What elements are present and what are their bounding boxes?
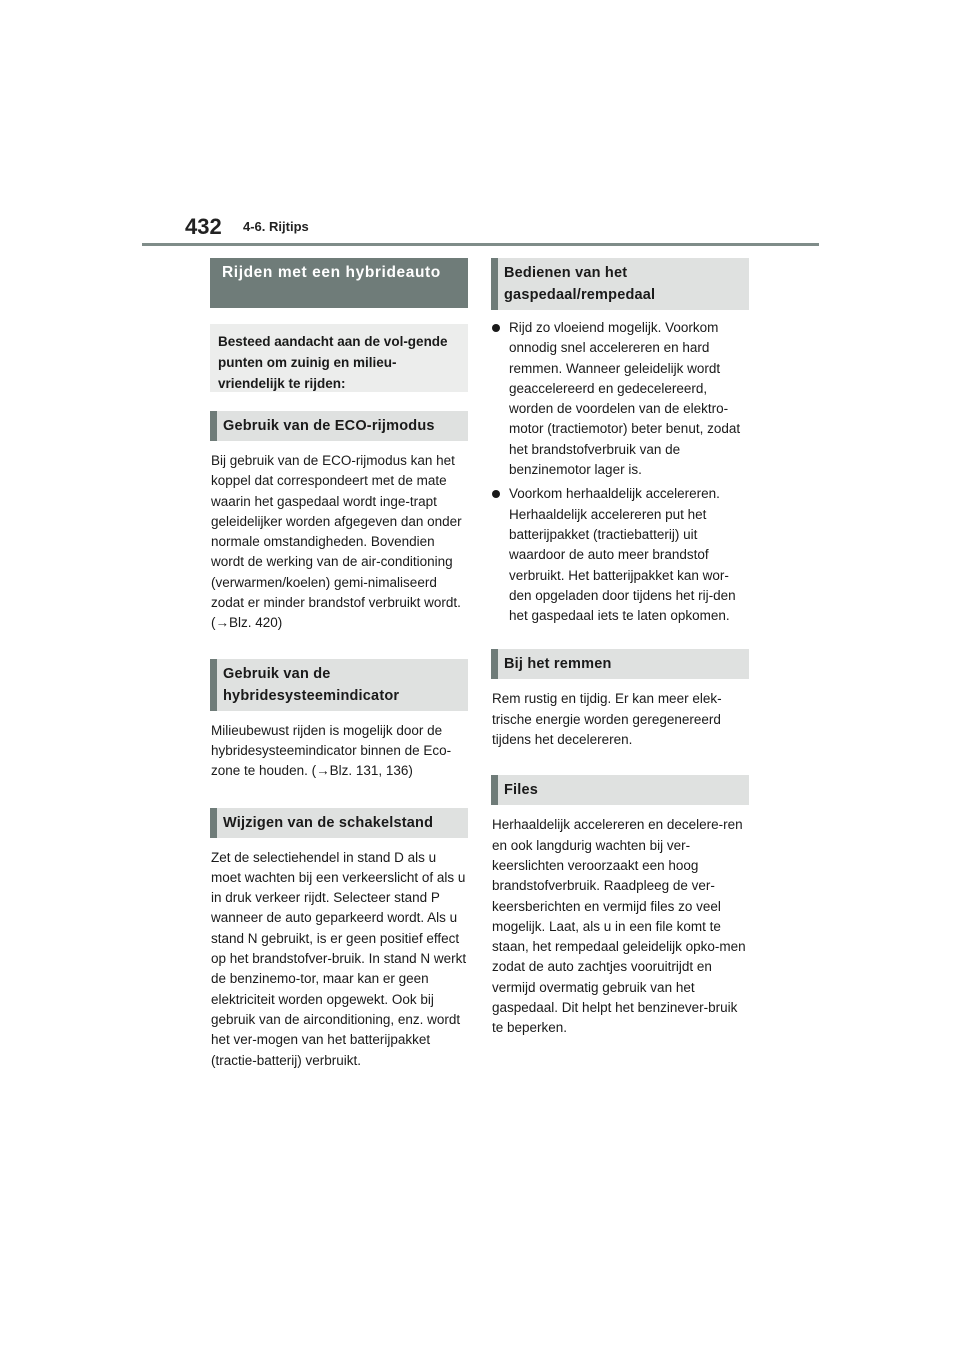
list-item (491, 318, 749, 480)
heading-hybrid-indicator: Gebruik van de hybridesysteemindicator (210, 659, 468, 711)
bullet-icon (492, 324, 500, 332)
bullet-icon (492, 490, 500, 498)
list-item (491, 484, 749, 626)
page-number: 432 (185, 214, 222, 239)
paragraph-traffic-jams: Herhaaldelijk accelereren en decelere-ren en ook langdurig wachten bij ver-keerslichten veroorzaakt een hoog brandstofverbruik. Raadpleeg de ver-keersberichten en vermijd files zo veel mogelijk. Laat, als u in een file komt te staan, het rempedaal geleidelijk opko-men zodat de auto zachtjes vooruitrijdt en vermijd overmatig gebruik van het gaspedaal. Dit helpt het benzinever-bruik te beperken. (492, 817, 746, 1036)
heading-traffic-jams: Files (491, 775, 749, 805)
heading-pedals: Bedienen van het gaspedaal/rempedaal (491, 258, 749, 310)
chapter-title: Rijden met een hybrideauto (210, 258, 468, 308)
heading-shift-position: Wijzigen van de schakelstand (210, 808, 468, 838)
right-column (491, 258, 749, 1039)
paragraph-eco-mode: Bij gebruik van de ECO-rijmodus kan het koppel dat correspondeert met de mate waarin het gaspedaal wordt inge-trapt geleidelijker worden afgegeven dan onder normale omstandigheden. Bovendien wordt de werking van de air-conditioning (verwarmen/koelen) gemi-nimaliseerd zodat er minder brandstof verbruikt wordt. (→Blz. 420) (211, 453, 462, 631)
left-column (210, 258, 468, 1071)
bullet-text: Voorkom herhaaldelijk accelereren. Herhaaldelijk accelereren put het batterijpakket (tractiebatterij) uit waardoor de auto meer brandstof verbruikt. Het batterijpakket kan wor-den opgeladen door tijdens het rij-den het gaspedaal iets te laten opkomen. (509, 486, 736, 624)
heading-braking: Bij het remmen (491, 649, 749, 679)
paragraph-shift-position: Zet de selectiehendel in stand D als u moet wachten bij een verkeerslicht of als u in druk verkeer rijdt. Selecteer stand P wanneer de auto geparkeerd wordt. Als u stand N gebruikt, is er geen positief effect op het brandstofver-bruik. In stand N werkt de benzinemo-tor, maar kan er geen elektriciteit worden opgewekt. Ook bij gebruik van de airconditioning, enz. wordt het ver-mogen van het batterijpakket (tractie-batterij) verbruikt. (211, 849, 467, 1068)
bullet-text: Rijd zo vloeiend mogelijk. Voorkom onnodig snel accelereren en hard remmen. Wanneer geleidelijk wordt geaccelereerd en gedecelereerd, worden de voordelen van de elektro-motor (tractiemotor) beter benut, zodat het brandstofverbruik van de benzinemotor lager is. (509, 320, 741, 478)
heading-eco-mode: Gebruik van de ECO-rijmodus (210, 411, 468, 441)
header-divider (142, 243, 819, 246)
paragraph-braking: Rem rustig en tijdig. Er kan meer elek-trische energie worden geregenereerd tijdens het decelereren. (492, 691, 722, 748)
section-reference: 4-6. Rijtips (243, 219, 309, 234)
paragraph-hybrid-indicator: Milieubewust rijden is mogelijk door de hybridesysteemindicator binnen de Eco-zone te houden. (→Blz. 131, 136) (211, 722, 452, 779)
intro-note: Besteed aandacht aan de vol-gende punten om zuinig en milieu-vriendelijk te rijden: (210, 324, 468, 392)
